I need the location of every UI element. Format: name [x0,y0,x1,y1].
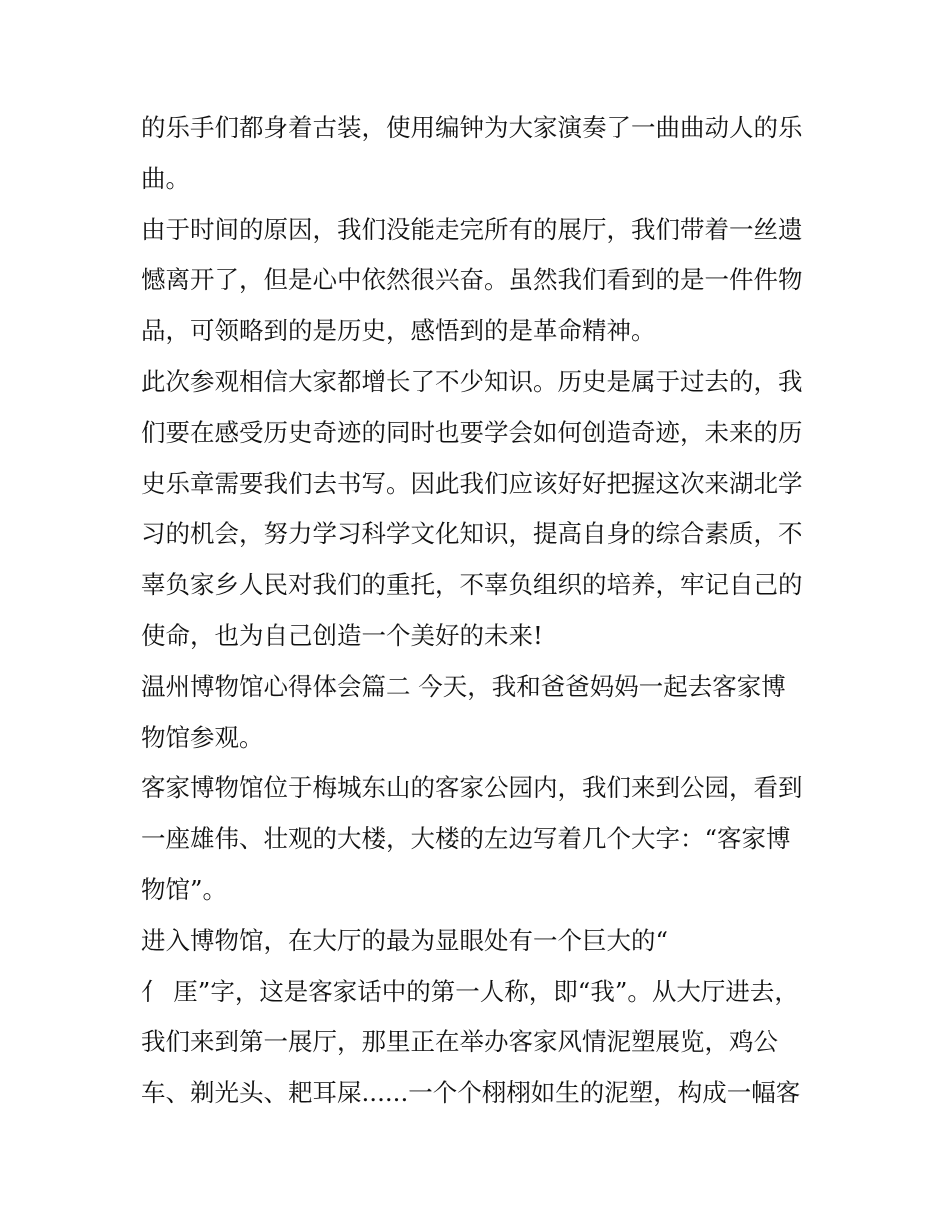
text-line: 物馆”。 [141,874,228,904]
text-line: 辜负家乡人民对我们的重托，不辜负组织的培养，牢记自己的 [141,570,803,600]
section-heading-line: 温州博物馆心得体会篇二 今天，我和爸爸妈妈一起去客家博 [141,671,786,701]
text-line: 客家博物馆位于梅城东山的客家公园内，我们来到公园，看到 [141,773,803,803]
text-line: 车、剃光头、耙耳屎......一个个栩栩如生的泥塑，构成一幅客 [141,1078,801,1108]
text-line: 曲。 [141,163,190,193]
text-line: 的乐手们都身着古装，使用编钟为大家演奏了一曲曲动人的乐 [141,113,803,142]
text-line: 一座雄伟、壮观的大楼，大楼的左边写着几个大字：“客家博 [141,824,791,854]
text-line: 进入博物馆，在大厅的最为显眼处有一个巨大的“ [141,925,669,955]
text-line: 使命，也为自己创造一个美好的未来! [141,620,543,650]
text-line: 由于时间的原因，我们没能走完所有的展厅，我们带着一丝遗 [141,214,803,244]
text-line: 此次参观相信大家都增长了不少知识。历史是属于过去的，我 [141,366,803,396]
text-line: 习的机会，努力学习科学文化知识，提高自身的综合素质，不 [141,519,803,549]
text-line: 史乐章需要我们去书写。因此我们应该好好把握这次来湖北学 [141,468,803,498]
text-line: 们要在感受历史奇迹的同时也要学会如何创造奇迹，未来的历 [141,417,803,447]
text-line: 我们来到第一展厅，那里正在举办客家风情泥塑展览，鸡公 [141,1027,778,1057]
document-body [141,103,821,1119]
text-line: 亻 厓”字，这是客家话中的第一人称，即“我”。从大厅进去， [141,976,799,1006]
text-line: 憾离开了，但是心中依然很兴奋。虽然我们看到的是一件件物 [141,265,803,295]
text-line: 物馆参观。 [141,722,264,752]
text-line: 品，可领略到的是历史，感悟到的是革命精神。 [141,316,656,346]
